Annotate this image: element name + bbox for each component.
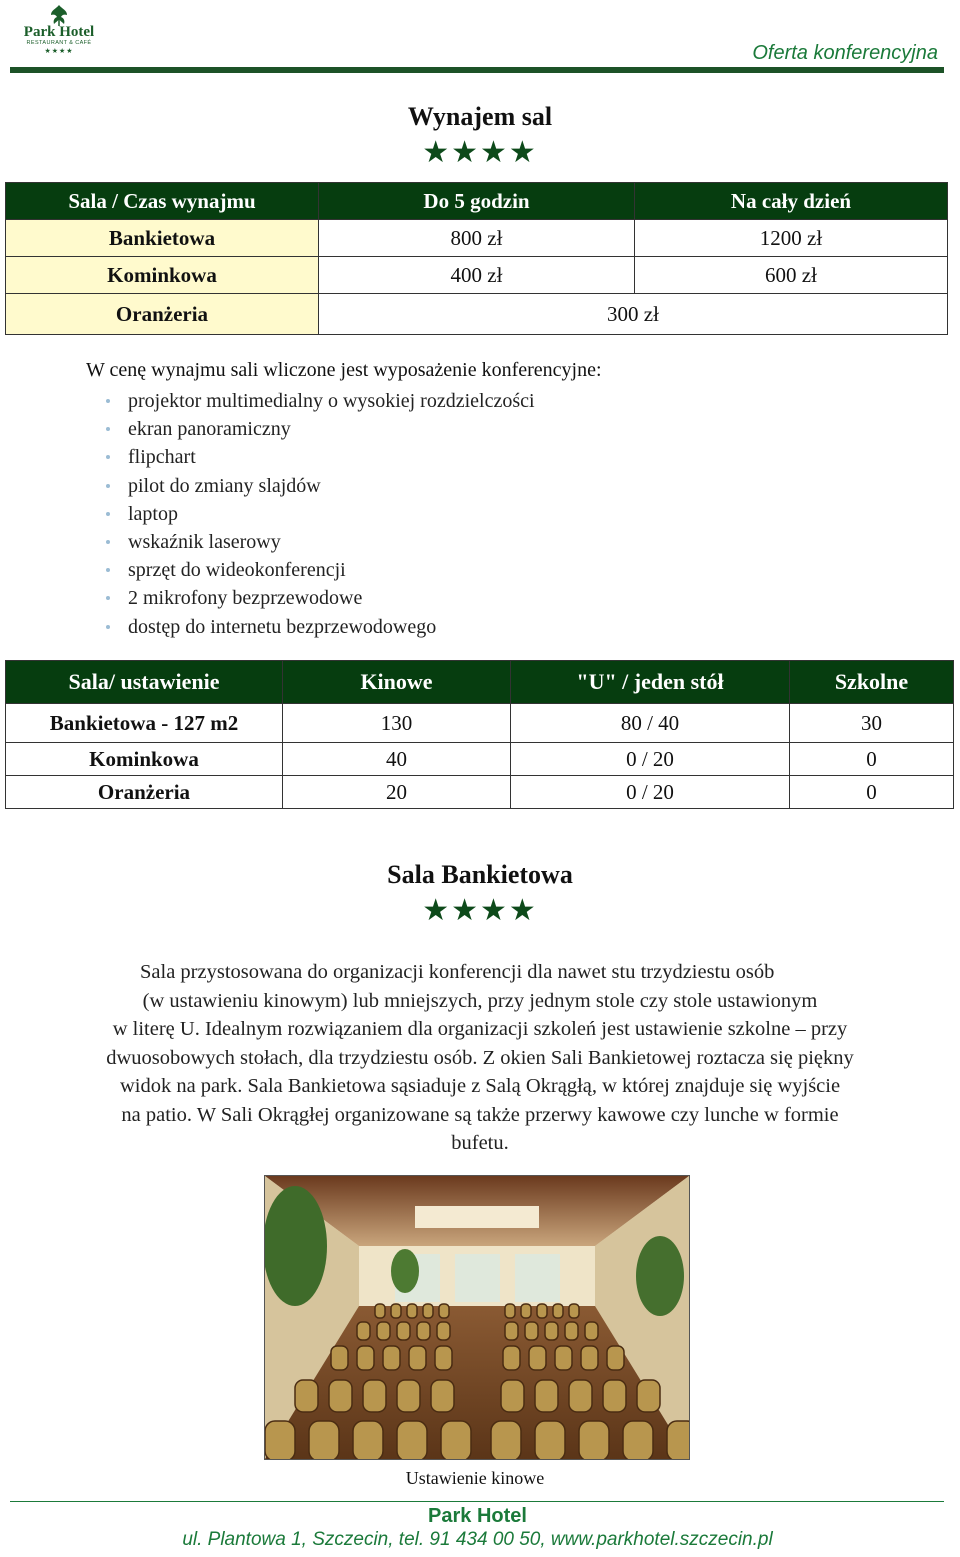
list-item bbox=[86, 415, 535, 443]
table-header-row bbox=[6, 661, 954, 704]
list-item bbox=[86, 500, 535, 528]
table-header-row bbox=[6, 183, 948, 220]
table-cell: 40 bbox=[283, 743, 511, 776]
table-header-cell: Sala / Czas wynajmu bbox=[6, 183, 319, 220]
paragraph-line: dwuosobowych stołach, dla trzydziestu osób. Z okien Sali Bankietowej roztacza się piękny bbox=[106, 1046, 854, 1069]
list-item bbox=[86, 387, 535, 415]
list-item bbox=[86, 556, 535, 584]
bullet-icon bbox=[106, 484, 110, 488]
paragraph-line: widok na park. Sala Bankietowa sąsiaduje z Salą Okrągłą, w której znajduje się wyjście bbox=[119, 1075, 841, 1097]
capacity-table bbox=[5, 660, 954, 809]
paragraph-line: (w ustawieniu kinowym) lub mniejszych, przy jednym stole czy stole ustawionym bbox=[142, 989, 818, 1012]
list-item-label: projektor multimedialny o wysokiej rozdzielczości bbox=[128, 390, 535, 412]
price-short: 400 zł bbox=[319, 257, 635, 294]
table-header-cell: Na cały dzień bbox=[635, 183, 948, 220]
conference-room-image bbox=[265, 1176, 689, 1459]
list-item bbox=[86, 584, 535, 612]
bullet-icon bbox=[106, 596, 110, 600]
footer-divider bbox=[10, 1501, 944, 1502]
logo-stars: ★★★★ bbox=[44, 47, 74, 55]
header-title: Oferta konferencyjna bbox=[752, 42, 938, 64]
list-item-label: 2 mikrofony bezprzewodowe bbox=[128, 587, 363, 610]
price-day: 1200 zł bbox=[635, 220, 948, 257]
list-item bbox=[86, 472, 535, 500]
list-item-label: pilot do zmiany slajdów bbox=[128, 474, 321, 497]
hotel-logo bbox=[14, 4, 104, 60]
paragraph-line: w literę U. Idealnym rozwiązaniem dla organizacji szkoleń jest ustawienie szkolne – przy bbox=[112, 1018, 848, 1040]
bullet-icon bbox=[106, 427, 110, 431]
equipment-intro: W cenę wynajmu sali wliczone jest wyposażenie konferencyjne: bbox=[86, 359, 602, 381]
logo-subtitle: RESTAURANT & CAFÉ bbox=[26, 40, 92, 46]
table-header-cell: Szkolne bbox=[790, 661, 954, 704]
table-cell: 30 bbox=[790, 704, 954, 743]
room-name: Oranżeria bbox=[6, 294, 319, 335]
price-merged: 300 zł bbox=[319, 294, 948, 335]
paragraph-line: Sala przystosowana do organizacji konferencji dla nawet stu trzydziestu osób bbox=[140, 961, 775, 983]
table-cell: Oranżeria bbox=[6, 776, 283, 809]
bullet-icon bbox=[106, 568, 110, 572]
bullet-icon bbox=[106, 625, 110, 629]
table-cell: 0 bbox=[790, 743, 954, 776]
footer-hotel-name: Park Hotel bbox=[428, 1505, 527, 1527]
list-item-label: dostęp do internetu bezprzewodowego bbox=[128, 615, 437, 638]
rental-title: Wynajem sal bbox=[407, 102, 553, 131]
bullet-icon bbox=[106, 512, 110, 516]
table-cell: 0 bbox=[790, 776, 954, 809]
logo-brand: Park Hotel bbox=[23, 24, 95, 40]
table-cell: 80 / 40 bbox=[511, 704, 790, 743]
bullet-icon bbox=[106, 540, 110, 544]
list-item-label: flipchart bbox=[128, 446, 196, 469]
rental-table bbox=[5, 182, 948, 335]
table-header-cell: Do 5 godzin bbox=[319, 183, 635, 220]
section-stars: ★★★★ bbox=[422, 894, 538, 927]
table-row bbox=[6, 257, 948, 294]
table-row bbox=[6, 704, 954, 743]
list-item bbox=[86, 528, 535, 556]
table-cell: 0 / 20 bbox=[511, 743, 790, 776]
price-short: 800 zł bbox=[319, 220, 635, 257]
table-row bbox=[6, 294, 948, 335]
leaf-icon bbox=[48, 4, 70, 26]
rental-stars: ★★★★ bbox=[422, 136, 538, 169]
room-name: Kominkowa bbox=[6, 257, 319, 294]
section-title: Sala Bankietowa bbox=[387, 860, 573, 889]
table-header-cell: Sala/ ustawienie bbox=[6, 661, 283, 704]
table-row bbox=[6, 743, 954, 776]
table-row bbox=[6, 220, 948, 257]
table-header-cell: "U" / jeden stół bbox=[511, 661, 790, 704]
list-item-label: laptop bbox=[128, 502, 178, 525]
footer-address: ul. Plantowa 1, Szczecin, tel. 91 434 00 50, www.parkhotel.szczecin.pl bbox=[182, 1529, 773, 1550]
list-item-label: ekran panoramiczny bbox=[128, 418, 291, 441]
list-item bbox=[86, 613, 535, 641]
table-cell: 20 bbox=[283, 776, 511, 809]
list-item bbox=[86, 443, 535, 471]
room-photo bbox=[264, 1175, 690, 1460]
list-item-label: wskaźnik laserowy bbox=[128, 530, 281, 553]
table-cell: 130 bbox=[283, 704, 511, 743]
bullet-icon bbox=[106, 455, 110, 459]
photo-caption: Ustawienie kinowe bbox=[405, 1468, 545, 1488]
bullet-icon bbox=[106, 399, 110, 403]
table-cell: 0 / 20 bbox=[511, 776, 790, 809]
header-divider bbox=[10, 67, 944, 73]
paragraph-line: na patio. W Sali Okrągłej organizowane są także przerwy kawowe czy lunche w formie bbox=[121, 1103, 839, 1126]
description-paragraph bbox=[20, 958, 940, 1158]
table-row bbox=[6, 776, 954, 809]
table-header-cell: Kinowe bbox=[283, 661, 511, 704]
table-cell: Kominkowa bbox=[6, 743, 283, 776]
table-cell: Bankietowa - 127 m2 bbox=[6, 704, 283, 743]
equipment-list bbox=[86, 387, 535, 641]
paragraph-line: bufetu. bbox=[451, 1132, 509, 1154]
price-day: 600 zł bbox=[635, 257, 948, 294]
list-item-label: sprzęt do wideokonferencji bbox=[128, 559, 346, 582]
room-name: Bankietowa bbox=[6, 220, 319, 257]
